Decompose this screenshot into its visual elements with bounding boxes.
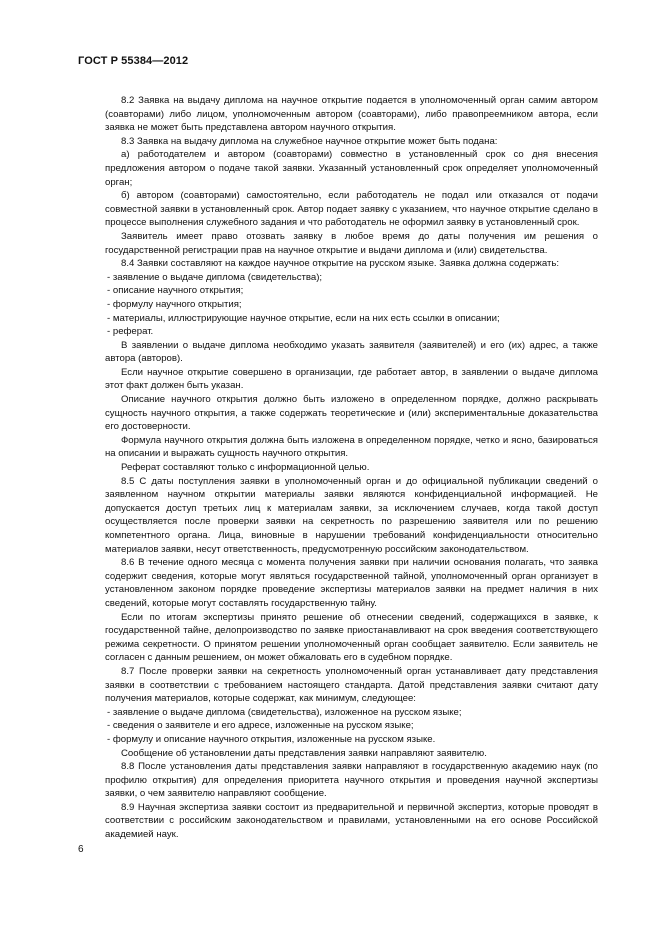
paragraph: 8.4 Заявки составляют на каждое научное открытие на русском языке. Заявка должна содержать: xyxy=(121,258,560,270)
paragraph: Сообщение об установлении даты представления заявки направляют заявителю. xyxy=(121,747,487,759)
paragraph: 8.7 После проверки заявки на секретность уполномоченный орган устанавливает дату представления заявки в соответствии с требованием настоящего стандарта. Датой представления заявки считают дату получения материалов, которые содержат, как минимум, следующее: xyxy=(105,665,598,705)
list-item: - формулу и описание научного открытия, изложенные на русском языке. xyxy=(107,733,436,745)
list-item: - заявление о выдаче диплома (свидетельства), изложенное на русском языке; xyxy=(107,706,462,718)
list-item: - заявление о выдаче диплома (свидетельства); xyxy=(107,271,323,283)
page-number: 6 xyxy=(78,844,84,855)
paragraph: 8.5 С даты поступления заявки в уполномоченный орган и до официальной публикации сведений о заявленном научном открытии материалы заявки являются конфиденциальной информацией. Не допускается доступ третьих лиц к материалам заявки, за исключением случаев, когда такой доступ осуществляется после проверки заявки на секретность по разрешению заявителя или по решению компетентного органа. Лица, виновные в нарушении требований конфиденциальности относительно материалов заявки, несут ответственность, предусмотренную российским законодательством. xyxy=(105,475,598,555)
paragraph: 8.6 В течение одного месяца с момента получения заявки при наличии основания полагать, что заявка содержит сведения, которые могут являться государственной тайной, уполномоченный орган организует в установленном законом порядке проведение экспертизы материалов заявки на предмет наличия в них сведений, которые могут составлять государственную тайну. xyxy=(105,557,598,609)
paragraph: Если научное открытие совершено в организации, где работает автор, в заявлении о выдаче диплома этот факт должен быть указан. xyxy=(105,366,598,392)
list-item: - формулу научного открытия; xyxy=(107,298,242,310)
paragraph: а) работодателем и автором (соавторами) совместно в установленный срок со дня внесения предложения автором о подаче такой заявки. Указанный установленный срок определяет уполномоченный орган; xyxy=(105,149,598,188)
document-body xyxy=(105,94,598,842)
list-item: - материалы, иллюстрирующие научное открытие, если на них есть ссылки в описании; xyxy=(107,312,500,324)
paragraph: Если по итогам экспертизы принято решение об отнесении сведений, содержащихся в заявке, к государственной тайне, делопроизводство по заявке приостанавливают на срок введения соответствующего режима секретности. О принятом решении уполномоченный орган сообщает заявителю. Если заявитель не согласен с данным решением, он может обжаловать его в судебном порядке. xyxy=(105,611,598,664)
paragraph: Описание научного открытия должно быть изложено в определенном порядке, должно раскрывать сущность научного открытия, а также содержать теоретические и (или) экспериментальные доказательства его достоверности. xyxy=(105,394,598,433)
paragraph: Реферат составляют только с информационной целью. xyxy=(121,462,370,474)
list-item: - описание научного открытия; xyxy=(107,285,244,297)
paragraph: 8.3 Заявка на выдачу диплома на служебное научное открытие может быть подана: xyxy=(121,135,498,147)
paragraph: Формула научного открытия должна быть изложена в определенном порядке, четко и ясно, базироваться на описании и выражать сущность научного открытия. xyxy=(105,434,598,460)
paragraph: В заявлении о выдаче диплома необходимо указать заявителя (заявителей) и его (их) адрес, а также автора (авторов). xyxy=(105,339,598,365)
list-item: - реферат. xyxy=(107,326,154,338)
list-item: - сведения о заявителе и его адресе, изложенные на русском языке; xyxy=(107,720,414,732)
standard-code-header: ГОСТ Р 55384—2012 xyxy=(78,55,189,67)
paragraph: Заявитель имеет право отозвать заявку в любое время до даты получения им решения о государственной регистрации прав на научное открытие и выдачи диплома и (или) свидетельства. xyxy=(105,230,598,256)
paragraph: 8.2 Заявка на выдачу диплома на научное открытие подается в уполномоченный орган самим автором (соавторами) либо лицом, уполномоченным автором (соавторами), либо правопреемником автора, если заявка не может быть представлена автором научного открытия. xyxy=(105,95,598,134)
paragraph: 8.9 Научная экспертиза заявки состоит из предварительной и первичной экспертиз, которые проводят в соответствии с российским законодательством и правилами, установленными на его основе Российской академией наук. xyxy=(105,801,598,841)
paragraph: 8.8 После установления даты представления заявки направляют в государственную академию наук (по профилю открытия) для определения приоритета научного открытия и проведения научной экспертизы заявки, о чем заявителю направляют сообщение. xyxy=(105,761,598,800)
paragraph: б) автором (соавторами) самостоятельно, если работодатель не подал или отказался от подачи совместной заявки в установленный срок. Автор подает заявку с указанием, что научное открытие сделано в процессе выполнения служебного задания и что работодатель не оформил заявку в установленный срок. xyxy=(105,190,598,229)
